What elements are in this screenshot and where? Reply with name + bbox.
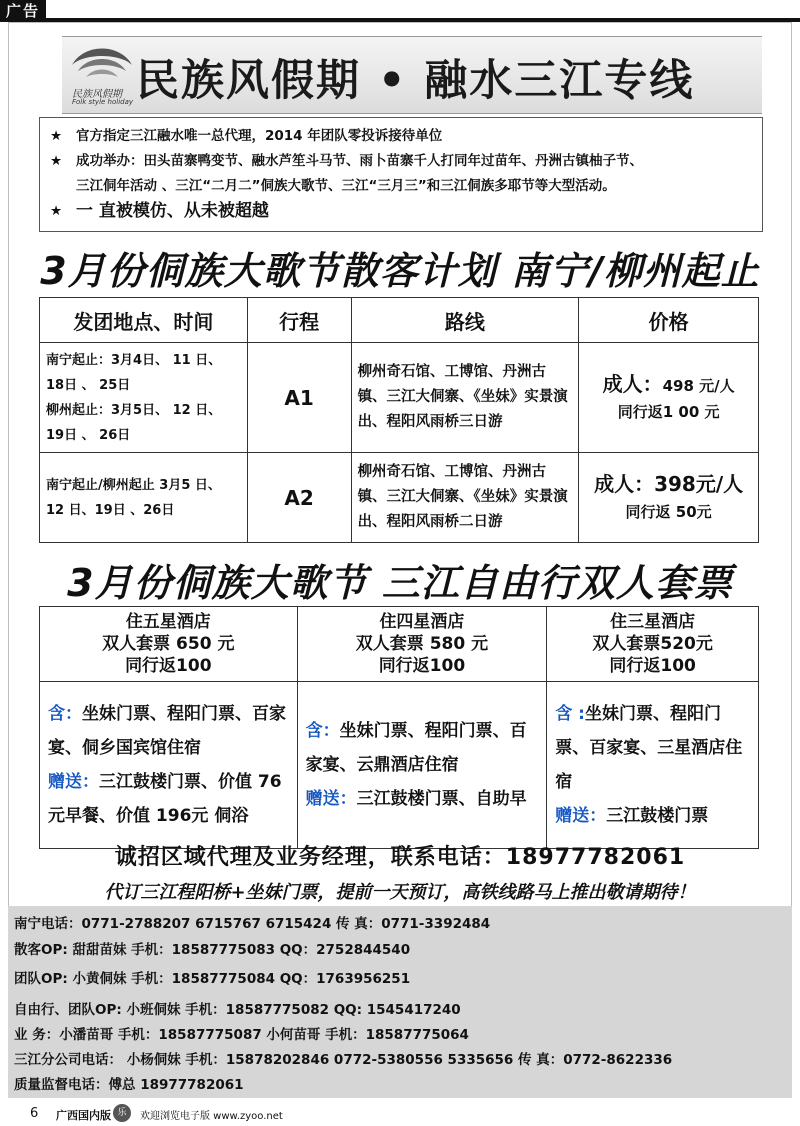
departure-line: 18日 、 25日 [46,377,131,393]
package-refund: 同行返100 [609,656,696,676]
package-price: 双人套票520元 [592,634,713,654]
page-footer [0,1102,800,1126]
section-title-tour-plan: 3月份侗族大歌节散客计划 南宁/柳州起止 [40,249,760,293]
package-table [39,606,759,849]
page-number: 6 [30,1106,39,1121]
hotel-label: 住五星酒店 [125,612,211,632]
route-cell: 柳州奇石馆、工博馆、丹洲古镇、三江大侗寨、《坐妹》实景演出、程阳风雨桥三日游 [351,343,579,453]
table-header-row [40,298,759,343]
contacts-block [8,906,792,1098]
include-label: 含 : [555,704,585,724]
adult-price: 398元/人 [654,471,744,496]
table-row [40,453,759,543]
contact-line: 团队OP: 小黄侗妹 手机：18587775084 QQ：1763956251 [14,971,411,987]
price-cell [579,343,759,453]
gift-text: 三江鼓楼门票 [606,806,709,826]
package-header [40,607,298,682]
package-header [297,607,547,682]
include-text: 坐妹门票、程阳门票、百家宴、三星酒店住宿 [555,704,743,792]
section-title-packages: 3月份侗族大歌节 三江自由行双人套票 [67,561,733,605]
include-text: 坐妹门票、程阳门票、百家宴、云鼎酒店住宿 [305,721,527,775]
col-header-price: 价格 [579,298,759,343]
intro-line-1: 官方指定三江融水唯一总代理，2014 年团队零投诉接待单位 [76,128,443,144]
package-header [547,607,759,682]
trip-code: A1 [247,343,351,453]
departure-line: 南宁起止：3月4日、 11 日、 [46,352,222,368]
package-price: 双人套票 650 元 [102,634,235,654]
route-cell: 柳州奇石馆、工博馆、丹洲古镇、三江大侗寨、《坐妹》实景演出、程阳风雨桥二日游 [351,453,579,543]
intro-line-2a: 成功举办：田头苗寨鸭变节、融水芦笙斗马节、雨卜苗寨千人打同年过苗年、丹洲古镇柚子节、 [76,153,643,169]
package-details [40,682,298,849]
departure-line: 柳州起止：3月5日、 12 日、 [46,402,222,418]
package-refund: 同行返100 [378,656,466,676]
refund-text: 同行返1 00 元 [617,402,720,421]
col-header-trip: 行程 [247,298,351,343]
contact-line: 南宁电话：0771-2788207 6715767 6715424 传 真：0771-3392484 [14,916,491,932]
star-icon: ★ [50,203,63,219]
departure-cell [40,453,248,543]
departure-cell [40,343,248,453]
package-details [547,682,759,849]
logo-text-en: Folk style holiday [72,98,134,106]
intro-line-2b: 三江侗年活动 、三江“二月二”侗族大歌节、三江“三月三”和三江侗族多耶节等大型活动。 [76,178,616,194]
publisher-badge-icon: 乐 [113,1104,131,1122]
package-price: 双人套票 580 元 [355,634,489,654]
departure-line: 南宁起止/柳州起止 3月5 日、 [46,477,221,493]
website-link[interactable]: 欢迎浏览电子版 www.zyoo.net [140,1111,283,1122]
gift-text: 三江鼓楼门票、价值 76 元早餐、价值 196元 侗浴 [48,772,282,826]
gift-text: 三江鼓楼门票、自助早 [356,789,527,809]
star-icon: ★ [50,128,63,144]
header-banner [62,36,762,114]
publication-name: 广西国内版 [56,1109,111,1122]
refund-text: 同行返 50元 [625,502,712,521]
page-title: 民族风假期 • 融水三江专线 [136,56,695,106]
package-header-row [40,607,759,682]
include-label: 含： [305,721,340,741]
adult-price: 498 元/人 [662,376,735,395]
intro-box [39,117,763,232]
trip-code: A2 [247,453,351,543]
package-refund: 同行返100 [125,656,212,676]
contact-line: 三江分公司电话： 小杨侗妹 手机：15878202846 0772-5380556 5335656 传 真：0772-8622336 [14,1052,673,1068]
star-icon: ★ [50,153,63,169]
contact-line: 散客OP: 甜甜苗妹 手机：18587775083 QQ：2752844540 [14,942,411,958]
gift-label: 赠送： [555,806,607,826]
adult-label: 成人： [602,371,663,396]
price-cell [579,453,759,543]
hotel-label: 住三星酒店 [610,612,696,632]
departure-line: 12 日、19日 、26日 [46,502,175,518]
include-text: 坐妹门票、程阳门票、百家宴、侗乡国宾馆住宿 [48,704,286,758]
adult-label: 成人： [594,471,655,496]
logo-text-cn: 民族风假期 [72,89,122,100]
package-body-row [40,682,759,849]
contact-line: 自由行、团队OP: 小班侗妹 手机：18587775082 QQ: 1545417240 [14,1002,461,1018]
col-header-route: 路线 [351,298,579,343]
include-label: 含： [48,704,82,724]
departure-line: 19日 、 26日 [46,427,131,443]
hotel-label: 住四星酒店 [379,612,465,632]
recruit-banner: 诚招区域代理及业务经理，联系电话：18977782061 [114,845,686,870]
tour-plan-table [39,297,759,543]
package-details [297,682,547,849]
promo-banner: 代订三江程阳桥+坐妹门票，提前一天预订，高铁线路马上推出敬请期待！ [104,882,696,903]
gift-label: 赠送： [48,772,99,792]
gift-label: 赠送： [305,789,357,809]
contact-line: 质量监督电话：傅总 18977782061 [14,1077,244,1093]
ad-tag: 广告 [0,0,46,22]
contact-line: 业 务：小潘苗哥 手机：18587775087 小何苗哥 手机：18587775064 [14,1027,469,1043]
table-row [40,343,759,453]
intro-line-3: 一 直被模仿、从未被超越 [76,201,269,221]
col-header-place: 发团地点、时间 [40,298,248,343]
